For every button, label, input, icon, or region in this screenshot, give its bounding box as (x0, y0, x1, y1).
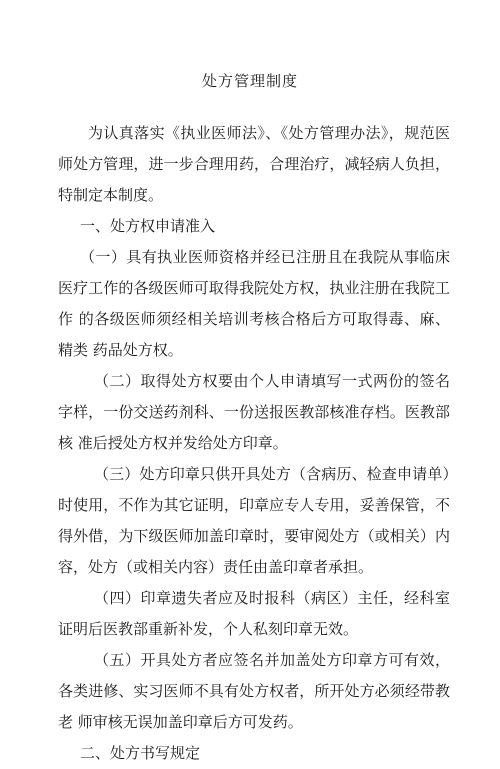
section-heading-2: 二、处方书写规定 (80, 744, 201, 762)
clause-2: （二）取得处方权要由个人申请填写一式两份的签名字样，一份交送药剂科、一份送报医教部核准存档。医教部核 准后授处方权并发给处方印章。 (58, 372, 450, 452)
clause-3: （三）处方印章只供开具处方（含病历、检查申请单）时使用，不作为其它证明，印章应专人专用，妥善保管，不 得外借，为下级医师加盖印章时，要审阅处方（或相关）内 容，处方（或相关内容）责任由盖印章者承担。 (58, 465, 450, 576)
section-heading-1: 一、处方权申请准入 (80, 217, 216, 235)
document-title: 处方管理制度 (201, 72, 298, 90)
intro-paragraph: 为认真落实《执业医师法》、《处方管理办法》，规范医师处方管理，进一步合理用药，合理治疗，减轻病人负担，特制定本制度。 (58, 124, 450, 204)
clause-5: （五）开具处方者应签名并加盖处方印章方可有效，各类进修、实习医师不具有处方权者，所开处方必须经带教老 师审核无误加盖印章后方可发药。 (58, 651, 450, 731)
document-body (58, 118, 450, 769)
clause-1: （一）具有执业医师资格并经已注册且在我院从事临床医疗工作的各级医师可取得我院处方权，执业注册在我院工作 的各级医师须经相关培训考核合格后方可取得毒、麻、精类 药品处方权。 (58, 248, 450, 359)
clause-4: （四）印章遗失者应及时报科（病区）主任，经科室证明后医教部重新补发，个人私刻印章无效。 (58, 589, 450, 638)
